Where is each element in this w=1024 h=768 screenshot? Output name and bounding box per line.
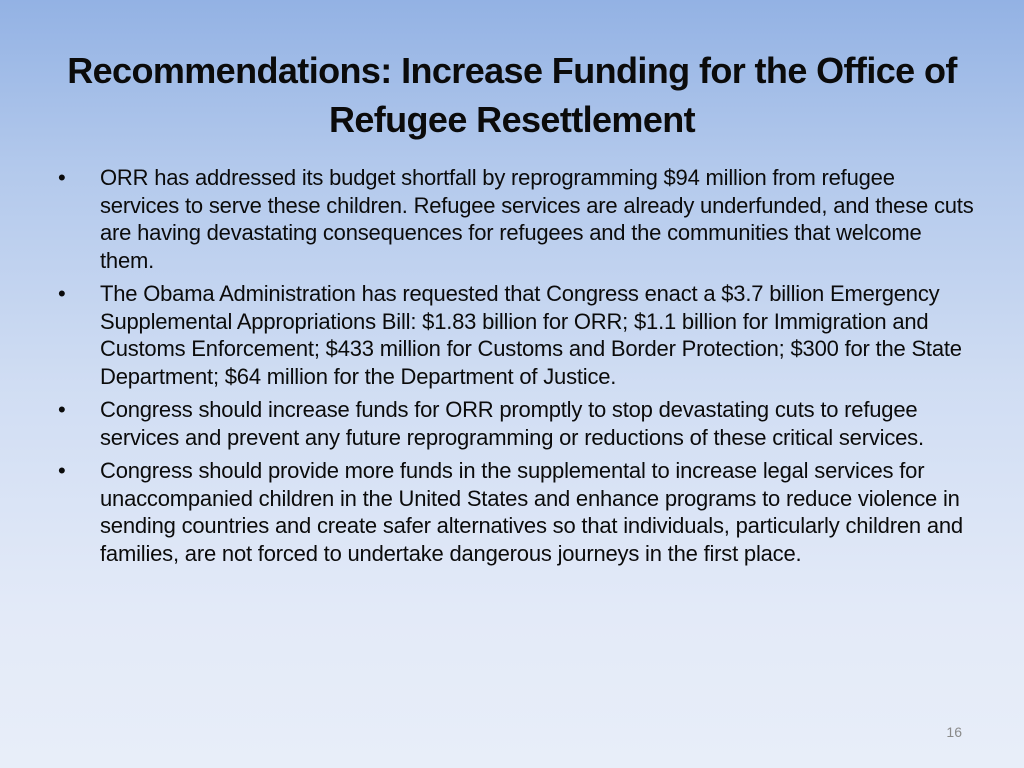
slide-title: Recommendations: Increase Funding for the Office of Refugee Resettlement: [67, 50, 957, 140]
bullet-item: [56, 280, 974, 390]
bullet-text: Congress should provide more funds in the supplemental to increase legal services for unaccompanied children in the United States and enhance programs to reduce violence in sending countries and create safer alternatives so that individuals, particularly children and families, are not forced to undertake dangerous journeys in the first place.: [100, 458, 963, 566]
bullet-item: [56, 396, 974, 451]
bullet-dot-icon: •: [58, 458, 66, 483]
bullet-dot-icon: •: [58, 281, 66, 306]
bullet-item: [56, 457, 974, 567]
bullet-text: Congress should increase funds for ORR promptly to stop devastating cuts to refugee services and prevent any future reprogramming or reductions of these critical services.: [100, 397, 924, 450]
bullet-text: The Obama Administration has requested that Congress enact a $3.7 billion Emergency Supplemental Appropriations Bill: $1.83 billion for ORR; $1.1 billion for Immigration and Customs Enforcement; $433 million for Customs and Border Protection; $300 for the State Department; $64 million for the Department of Justice.: [100, 281, 962, 389]
bullet-dot-icon: •: [58, 397, 66, 422]
bullet-text: ORR has addressed its budget shortfall by reprogramming $94 million from refugee services to serve these children. Refugee services are already underfunded, and these cuts are having devastating consequences for refugees and the communities that welcome them.: [100, 165, 974, 273]
bullet-list: [56, 164, 974, 573]
bullet-dot-icon: •: [58, 165, 66, 190]
page-number: 16: [946, 724, 962, 740]
bullet-item: [56, 164, 974, 274]
